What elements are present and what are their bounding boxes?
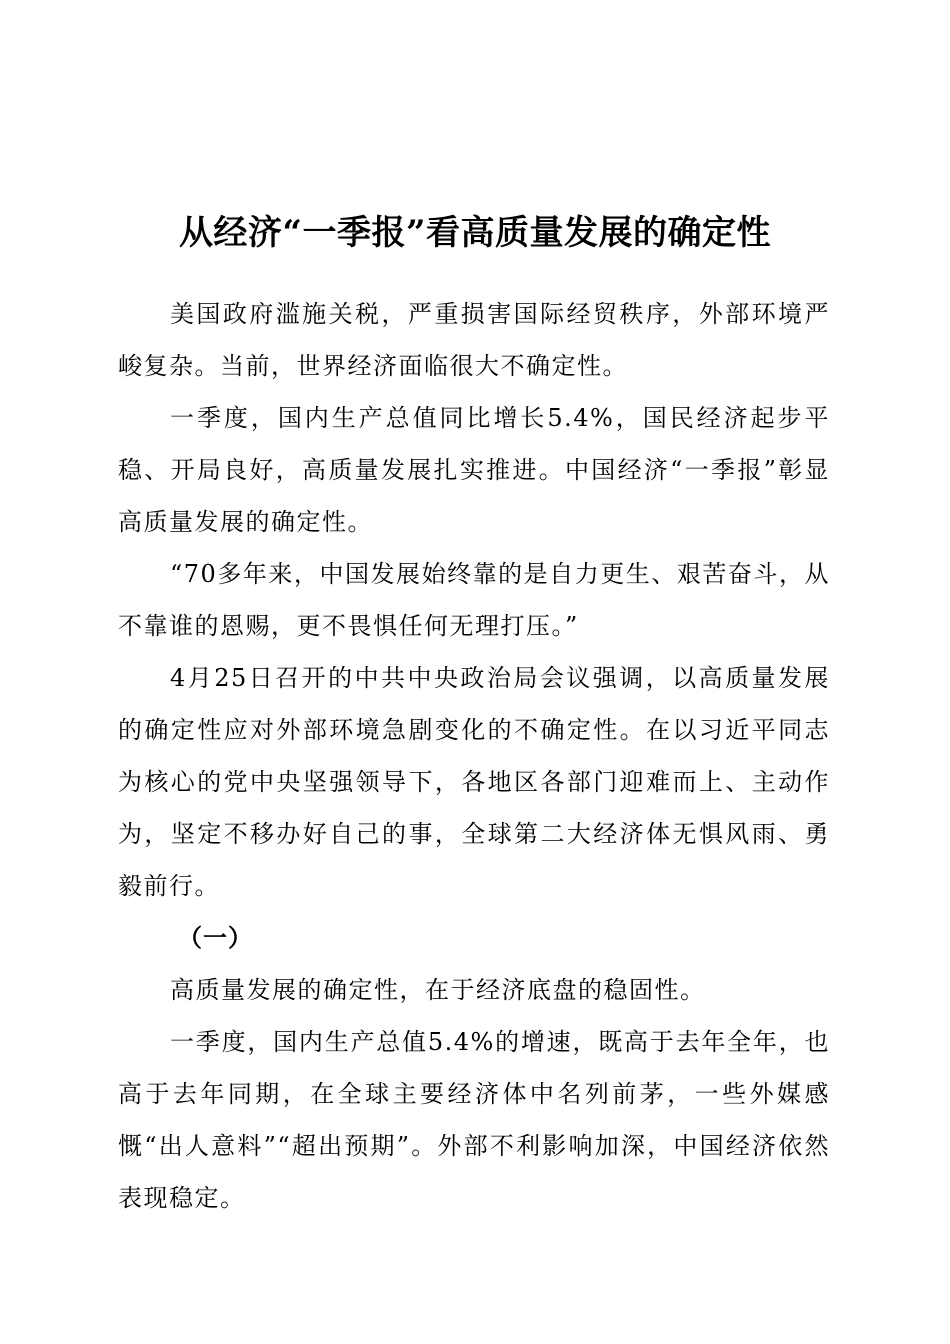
document-title: 从经济“一季报”看高质量发展的确定性: [178, 212, 772, 253]
document-body: [118, 288, 830, 1224]
section-heading: （一）: [178, 923, 253, 952]
paragraph: 一季度，国内生产总值5.4%的增速，既高于去年全年，也高于去年同期，在全球主要经济体中名列前茅，一些外媒感慨“出人意料”“超出预期”。外部不利影响加深，中国经济依然表现稳定。: [118, 1028, 830, 1212]
paragraph: 一季度，国内生产总值同比增长5.4%，国民经济起步平稳、开局良好，高质量发展扎实推进。中国经济“一季报”彰显高质量发展的确定性。: [118, 404, 830, 536]
paragraph: 4月25日召开的中共中央政治局会议强调，以高质量发展的确定性应对外部环境急剧变化的不确定性。在以习近平同志为核心的党中央坚强领导下，各地区各部门迎难而上、主动作为，坚定不移办好自己的事，全球第二大经济体无惧风雨、勇毅前行。: [118, 664, 830, 900]
quote-paragraph: “70多年来，中国发展始终靠的是自力更生、艰苦奋斗，从不靠谁的恩赐，更不畏惧任何无理打压。”: [118, 560, 830, 640]
paragraph: 美国政府滥施关税，严重损害国际经贸秩序，外部环境严峻复杂。当前，世界经济面临很大不确定性。: [118, 300, 830, 380]
paragraph: 高质量发展的确定性，在于经济底盘的稳固性。: [170, 976, 706, 1004]
